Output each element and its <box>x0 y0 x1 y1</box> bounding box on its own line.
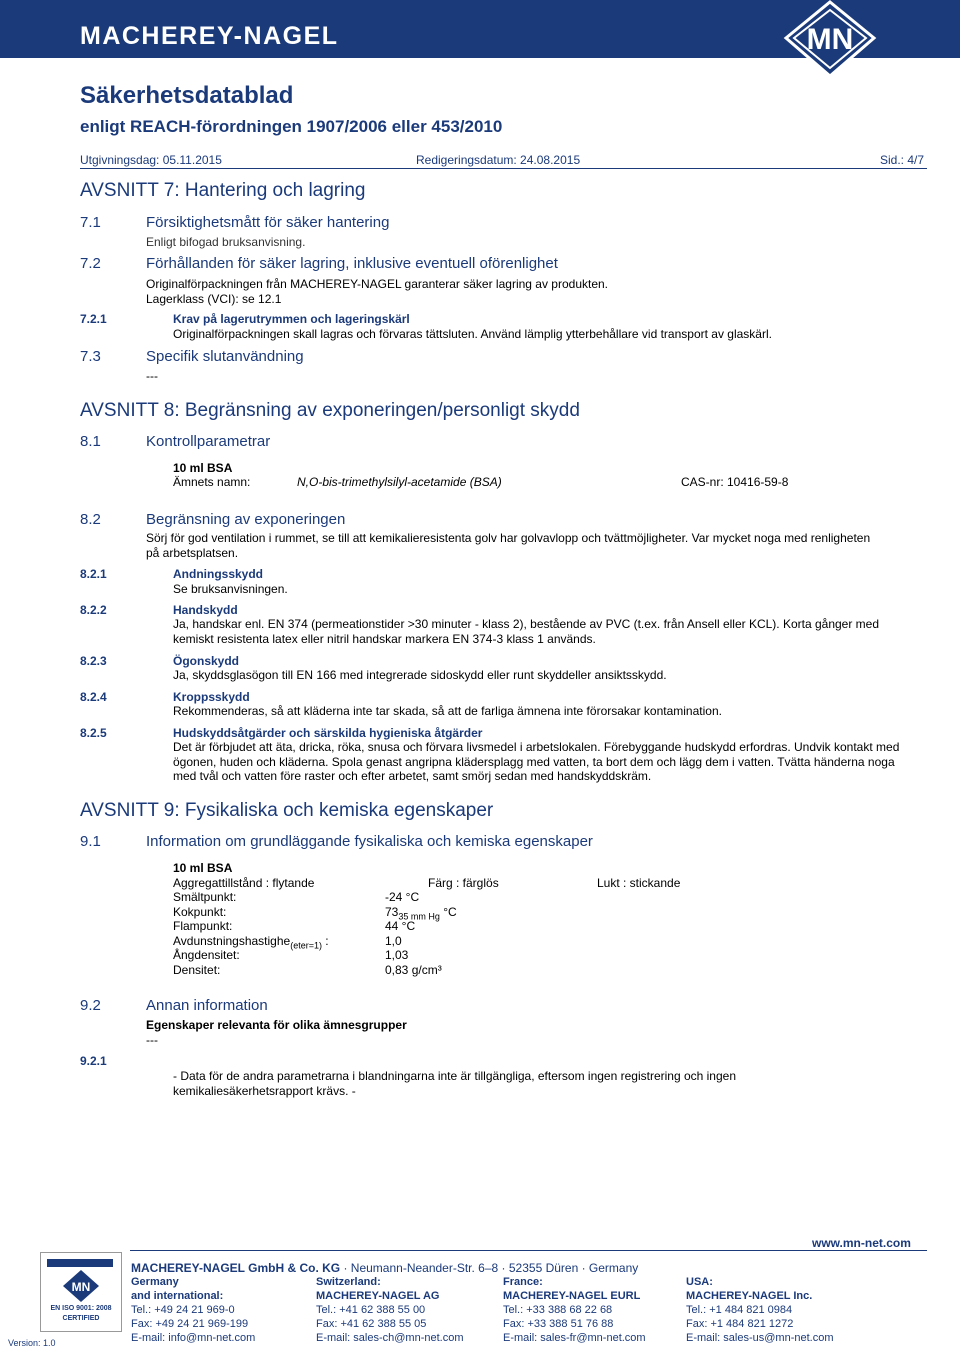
property-label: Avdunstningshastighe$_{(eter=1)}$ : <box>173 934 329 951</box>
body-text: Enligt bifogad bruksanvisning. <box>146 235 306 249</box>
body-text: --- <box>146 369 158 383</box>
color-property: Färg : färglös <box>428 876 499 890</box>
header-divider <box>80 168 927 169</box>
footer-country: Switzerland: <box>316 1276 381 1288</box>
product-name: 10 ml BSA <box>173 861 233 875</box>
property-label: Ångdensitet: <box>173 948 240 962</box>
subsection-title: Hudskyddsåtgärder och särskilda hygieniska åtgärder <box>173 726 483 740</box>
substance-name: N,O-bis-trimethylsilyl-acetamide (BSA) <box>297 475 502 489</box>
footer-email: E-mail: sales-fr@mn-net.com <box>503 1332 646 1344</box>
property-value: $73_{35 mm Hg}$ °C <box>385 905 457 922</box>
subsection-number: 8.2.4 <box>80 690 107 704</box>
footer-fax: Fax: +33 388 51 76 88 <box>503 1318 614 1330</box>
subsection-number: 8.2.2 <box>80 603 107 617</box>
body-text: Ja, handskar enl. EN 374 (permeationstider >30 minuter - klass 2), bestående av PVC (t.ex. från Ansell eller KCL). Korta gånger med kemiskt resistenta latex eller nitril handskar markera EN 374-3 klass 1 används. <box>173 617 880 646</box>
subsection-number: 7.1 <box>80 214 101 231</box>
aggregate-state: Aggregattillstånd : flytande <box>173 876 315 890</box>
subsection-title: Specifik slutanvändning <box>146 348 304 365</box>
subsection-number: 9.2 <box>80 997 101 1014</box>
footer-entity: MACHEREY-NAGEL EURL <box>503 1290 641 1302</box>
footer-tel: Tel.: +1 484 821 0984 <box>686 1304 793 1316</box>
section-8-heading: AVSNITT 8: Begränsning av exponeringen/personligt skydd <box>80 400 580 421</box>
property-value: 1,0 <box>385 934 402 948</box>
body-text: Det är förbjudet att äta, dricka, röka, snusa och förvara livsmedel i arbetslokalen. Förebyggande hudskydd erfordras. Undvik kontakt med ögonen, huden och kläderna. Spola genast angripna klädersplagg med vatten, ta bort dem och lägg dem i vatten. Tvätta händerna noga med tvål och vatten före raster och efter arbetet, samt smörj sedan med handskyddskräm. <box>173 740 900 783</box>
body-text: Originalförpackningen från MACHEREY-NAGEL garanterar säker lagring av produkten. <box>146 277 609 291</box>
section-9-heading: AVSNITT 9: Fysikaliska och kemiska egenskaper <box>80 800 494 821</box>
footer-email: E-mail: sales-ch@mn-net.com <box>316 1332 464 1344</box>
property-subscript: 35 mm Hg <box>398 911 440 922</box>
cas-number: CAS-nr: 10416-59-8 <box>681 475 789 489</box>
footer-fax: Fax: +49 24 21 969-199 <box>131 1318 249 1330</box>
footer-divider <box>130 1250 927 1251</box>
subsection-title: Kroppsskydd <box>173 690 250 704</box>
body-text: Ja, skyddsglasögon till EN 166 med integrerade sidoskydd eller runt skyddeller ansiktsskydd. <box>173 668 667 682</box>
body-text: Rekommenderas, så att kläderna inte tar skada, så att de farliga ämnena inte förorsakar kontamination. <box>173 704 722 718</box>
body-text: Originalförpackningen skall lagras och förvaras tättsluten. Använd lämplig ytterbehållare vid transport av glaskärl. <box>173 327 772 341</box>
logo-text: MN <box>806 23 854 56</box>
subsection-number: 7.3 <box>80 348 101 365</box>
property-label: Densitet: <box>173 963 221 977</box>
body-text: - Data för de andra parametrarna i blandningarna inte är tillgängliga, eftersom ingen registrering och ingen kemikaliesäkerhetsrapport krävs. - <box>173 1069 736 1098</box>
subsection-number: 8.2.5 <box>80 726 107 740</box>
cert-status: CERTIFIED <box>62 1315 100 1322</box>
footer-company-line <box>131 1261 638 1275</box>
body-text: Lagerklass (VCI): se 12.1 <box>146 292 282 306</box>
body-text: Se bruksanvisningen. <box>173 582 288 596</box>
body-text: --- <box>146 1033 158 1047</box>
company-name: MACHEREY-NAGEL GmbH & Co. KG <box>131 1261 341 1275</box>
property-value: -24 °C <box>385 890 420 904</box>
property-label: Smältpunkt: <box>173 890 237 904</box>
subsection-title: Kontrollparametrar <box>146 433 271 450</box>
subsection-title: Handskydd <box>173 603 238 617</box>
property-label: Kokpunkt: <box>173 905 227 919</box>
issue-date: Utgivningsdag: 05.11.2015 <box>80 153 222 167</box>
subsection-number: 8.2.1 <box>80 567 107 581</box>
cert-bar <box>47 1259 113 1267</box>
subsection-title: Begränsning av exponeringen <box>146 511 346 528</box>
revision-date: Redigeringsdatum: 24.08.2015 <box>416 153 581 167</box>
footer-tel: Tel.: +33 388 68 22 68 <box>503 1304 613 1316</box>
company-address: · Neumann-Neander-Str. 6–8 · 52355 Düren · Germany <box>340 1261 639 1275</box>
footer-entity: MACHEREY-NAGEL AG <box>316 1290 440 1302</box>
footer-country: USA: <box>686 1276 713 1288</box>
body-text: Sörj för god ventilation i rummet, se till att kemikalieresistenta golv har golvavlopp och tvättmöjligheter. Var mycket noga med renligheten på arbetsplatsen. <box>146 531 871 560</box>
footer-country: France: <box>503 1276 543 1288</box>
product-name: 10 ml BSA <box>173 461 233 475</box>
subsection-number: 9.1 <box>80 833 101 850</box>
subsection-number: 7.2 <box>80 255 101 272</box>
footer-email: E-mail: sales-us@mn-net.com <box>686 1332 834 1344</box>
page-subtitle: enligt REACH-förordningen 1907/2006 eller 453/2010 <box>80 117 503 136</box>
subsection-title: Andningsskydd <box>173 567 264 581</box>
footer-entity: and international: <box>131 1290 224 1302</box>
version-label: Version: 1.0 <box>8 1338 56 1348</box>
footer-fax: Fax: +41 62 388 55 05 <box>316 1318 427 1330</box>
subsection-number: 9.2.1 <box>80 1054 107 1068</box>
brand-name: MACHEREY-NAGEL <box>80 22 339 50</box>
subsection-title: Ögonskydd <box>173 654 240 668</box>
footer-entity: MACHEREY-NAGEL Inc. <box>686 1290 813 1302</box>
page-number: Sid.: 4/7 <box>880 153 925 167</box>
cert-standard: EN ISO 9001: 2008 <box>50 1305 112 1312</box>
subsection-number: 8.2.3 <box>80 654 107 668</box>
property-value: 0,83 g/cm³ <box>385 963 442 977</box>
footer-website: www.mn-net.com <box>812 1236 911 1250</box>
footer-tel: Tel.: +49 24 21 969-0 <box>131 1304 235 1316</box>
subsection-title: Försiktighetsmått för säker hantering <box>146 214 390 231</box>
subsection-number: 7.2.1 <box>80 312 107 326</box>
property-label: Flampunkt: <box>173 919 233 933</box>
subsection-number: 8.2 <box>80 511 101 528</box>
footer-tel: Tel.: +41 62 388 55 00 <box>316 1304 426 1316</box>
property-value: 1,03 <box>385 948 409 962</box>
subsection-number: 8.1 <box>80 433 101 450</box>
substance-label: Ämnets namn: <box>173 475 251 489</box>
subsection-title: Annan information <box>146 997 268 1014</box>
mn-cert-logo-icon <box>61 1269 101 1303</box>
page-title: Säkerhetsdatablad <box>80 82 294 109</box>
footer-email: E-mail: info@mn-net.com <box>131 1332 256 1344</box>
subsection-title: Krav på lagerutrymmen och lageringskärl <box>173 312 410 326</box>
footer-country: Germany <box>131 1276 179 1288</box>
footer-column-switzerland <box>316 1275 463 1345</box>
cert-logo-text: MN <box>71 1280 91 1294</box>
mn-logo-icon <box>780 0 880 80</box>
section-7-heading: AVSNITT 7: Hantering och lagring <box>80 180 366 201</box>
odor-property: Lukt : stickande <box>597 876 681 890</box>
footer-column-france <box>503 1275 646 1345</box>
footer-fax: Fax: +1 484 821 1272 <box>686 1318 794 1330</box>
property-subscript: (eter=1) <box>290 940 322 951</box>
subsection-title: Information om grundläggande fysikaliska och kemiska egenskaper <box>146 833 593 850</box>
subsection-title: Förhållanden för säker lagring, inklusive eventuell oförenlighet <box>146 255 558 272</box>
property-value: 44 °C <box>385 919 416 933</box>
footer-column-usa <box>686 1275 833 1345</box>
certification-badge <box>40 1252 122 1332</box>
footer-column-germany <box>131 1275 255 1345</box>
subsection-subtitle: Egenskaper relevanta för olika ämnesgrupper <box>146 1018 407 1032</box>
